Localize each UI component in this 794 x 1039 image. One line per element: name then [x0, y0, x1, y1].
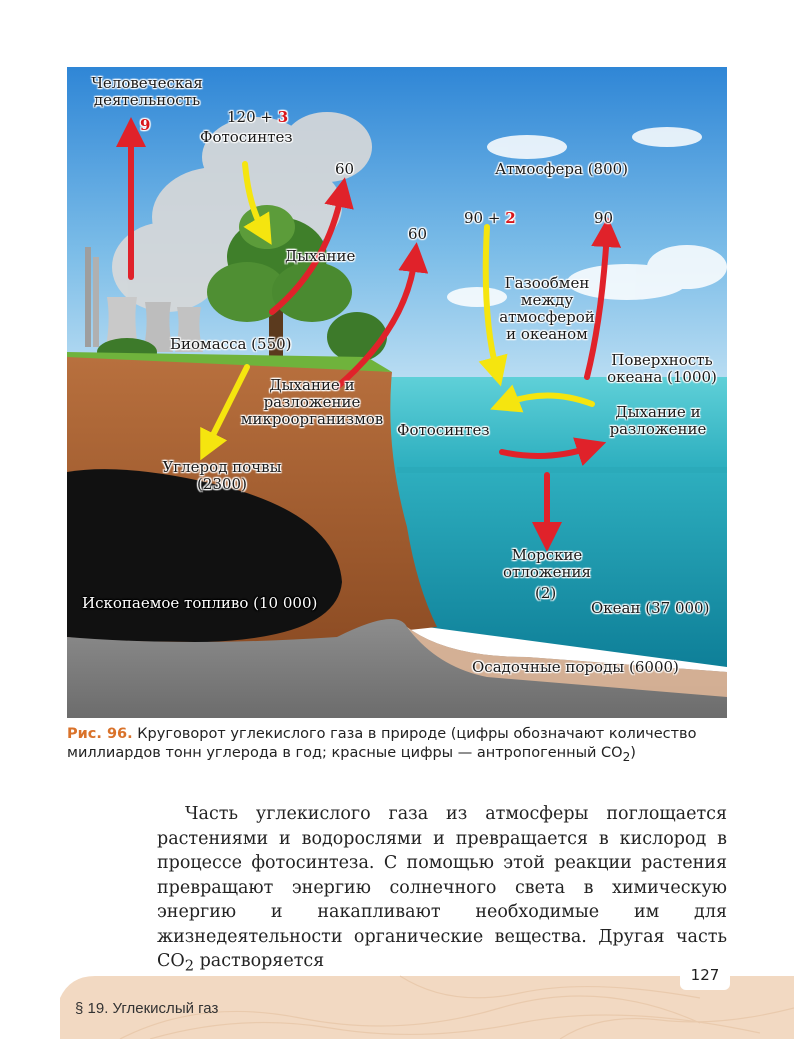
land-respiration-value: 60: [335, 160, 355, 178]
human-activity-label: Человеческая деятельность: [91, 74, 203, 109]
ocean-surface-label: Поверхность океана (1000): [607, 351, 717, 386]
land-photosynthesis-label: Фотосинтез: [200, 128, 293, 146]
land-respiration-label: Дыхание: [285, 247, 356, 265]
human-activity-value: 9: [140, 116, 151, 134]
body-subscript: 2: [184, 957, 195, 975]
body-text-part1: Часть углекислого газа из атмосферы поглощается растениями и водорослями и превращается в кислород в процессе фотосинтеза. С помощью этой реакции растения превращают энергию солнечного света в химическую энергию и накапливают необходимые им для жизнедеятельности органические вещества. Другая часть CO: [157, 804, 727, 971]
body-paragraph: [157, 802, 727, 979]
caption-text: Круговорот углекислого газа в природе (цифры обозначают количество миллиардов тонн углерода в год; красные цифры — антропогенный CO: [67, 726, 697, 761]
ocean-label: Океан (37 000): [591, 599, 710, 617]
micro-decomposition-label: Дыхание и разложение микроорганизмов: [240, 376, 384, 428]
section-title: § 19. Углекислый газ: [75, 1000, 219, 1017]
ocean-photosynthesis-label: Фотосинтез: [397, 421, 490, 439]
caption-end: ): [630, 745, 636, 761]
gas-exchange-label: Газообмен между атмосферой и океаном: [499, 274, 595, 343]
body-text-part2: растворяется: [194, 951, 325, 971]
biomass-label: Биомасса (550): [170, 335, 292, 353]
caption-subscript: 2: [622, 749, 631, 764]
figure-number: Рис. 96.: [67, 726, 133, 742]
fossil-fuel-label: Ископаемое топливо (10 000): [82, 594, 318, 612]
figure-caption: [67, 725, 727, 767]
marine-sediments-value: (2): [535, 584, 557, 602]
carbon-cycle-figure: [67, 67, 727, 718]
ocean-uptake-value: 90 + 2: [464, 209, 516, 227]
ocean-release-value: 90: [594, 209, 614, 227]
decomposition-value: 60: [408, 225, 428, 243]
page-number: 127: [680, 960, 730, 990]
sedimentary-rocks-label: Осадочные породы (6000): [472, 658, 679, 676]
marine-sediments-label: Морские отложения: [502, 546, 592, 581]
soil-carbon-label: Углерод почвы (2300): [162, 458, 282, 493]
atmosphere-label: Атмосфера (800): [495, 160, 629, 178]
land-photosynthesis-value: 120 + 3: [227, 108, 289, 126]
ocean-respiration-label: Дыхание и разложение: [609, 403, 707, 438]
